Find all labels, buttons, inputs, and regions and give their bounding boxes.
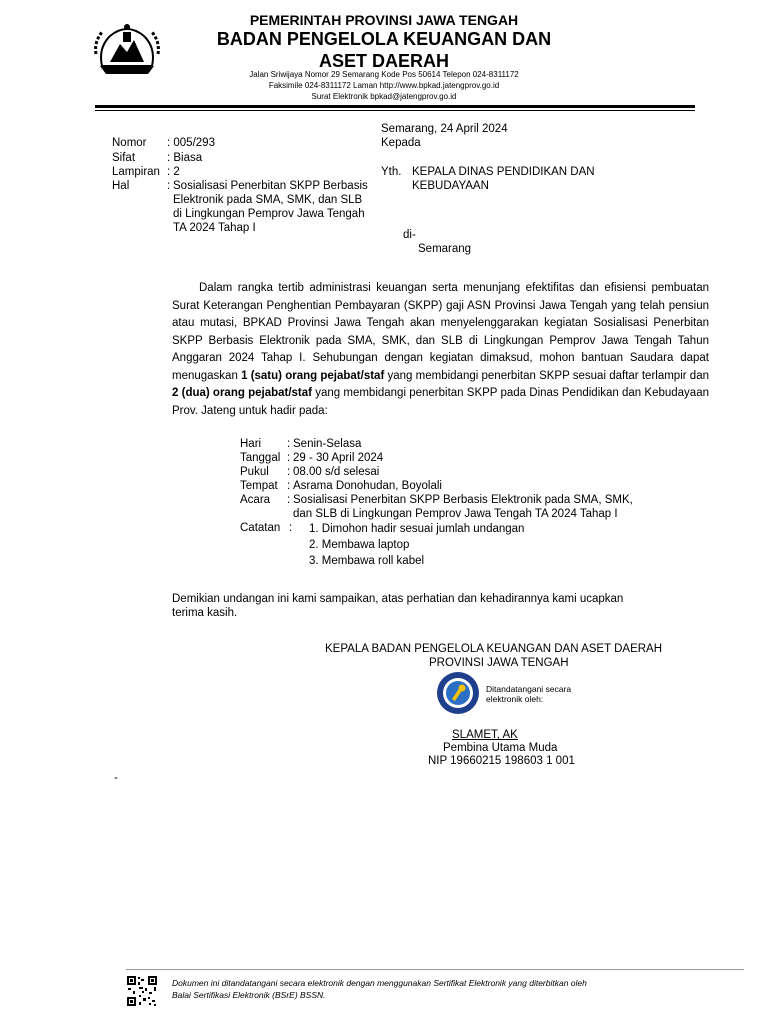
schedule-value: Asrama Donohudan, Boyolali	[293, 480, 442, 492]
nomor-label: Nomor	[112, 137, 147, 149]
footer-note	[172, 977, 692, 1001]
lampiran-label: Lampiran	[112, 166, 160, 178]
stamp-text2: elektronik oleh:	[486, 694, 544, 704]
signer-rank: Pembina Utama Muda	[443, 742, 558, 754]
signature-title2: PROVINSI JAWA TENGAH	[429, 657, 569, 669]
schedule-colon: :	[287, 494, 291, 506]
nomor-value: : 005/293	[167, 137, 215, 149]
stamp-text1: Ditandatangani secara	[486, 684, 572, 694]
acara-line2: dan SLB di Lingkungan Pemprov Jawa Tengah TA 2024 Tahap I	[293, 508, 618, 520]
schedule-label: Pukul	[240, 466, 269, 478]
body-text-1: Dalam rangka tertib administrasi keuangan serta menunjang efektifitas dan efisiensi pembuatan Surat Keterangan Penghentian Pembayaran (SKPP) gaji ASN Provinsi Jawa Tengah yang telah pensiun atau mutasi, BPKAD Provinsi Jawa Tengah akan menyelenggarakan kegiatan Sosialisasi Penerbitan SKPP Berbasis Elektronik pada SMA, SMK, dan SLB di Lingkungan Pemprov Jawa Tengah Tahun Anggaran 2024 Tahap I. Sehubungan dengan kegiatan dimaksud, mohon bantuan Saudara dapat menugaskan	[172, 282, 709, 382]
closing-line1: Demikian undangan ini kami sampaikan, atas perhatian dan kehadirannya kami ucapkan	[172, 593, 624, 605]
catatan-colon: :	[289, 522, 293, 534]
recipient-name-line1: KEPALA DINAS PENDIDIKAN DAN	[412, 166, 595, 178]
catatan-label: Catatan	[240, 522, 281, 534]
hal-line: di Lingkungan Pemprov Jawa Tengah	[173, 208, 365, 220]
letterhead-line3: ASET DAERAH	[318, 51, 449, 71]
body-bold-2: 2 (dua) orang pejabat/staf	[172, 387, 312, 399]
body-text-2: yang membidangi penerbitan SKPP sesuai daftar terlampir dan	[387, 369, 709, 382]
closing-line2: terima kasih.	[172, 607, 238, 619]
hal-label: Hal	[112, 180, 130, 192]
sifat-label: Sifat	[112, 152, 136, 164]
schedule-value: 08.00 s/d selesai	[293, 466, 380, 478]
stray-dash: -	[114, 772, 118, 784]
yth-label: Yth.	[381, 166, 402, 178]
letterhead-line1: PEMERINTAH PROVINSI JAWA TENGAH	[249, 12, 519, 28]
schedule-colon: :	[287, 466, 291, 478]
letter-date: Semarang, 24 April 2024	[381, 123, 508, 135]
lampiran-value: : 2	[167, 166, 180, 178]
hal-line: Sosialisasi Penerbitan SKPP Berbasis	[173, 180, 368, 192]
body-paragraph	[172, 280, 709, 420]
recipient-city: Semarang	[418, 243, 472, 255]
schedule-colon: :	[287, 438, 291, 450]
letterhead-divider-thick	[95, 105, 695, 108]
schedule-value: 29 - 30 April 2024	[293, 452, 384, 464]
body-bold-1: 1 (satu) orang pejabat/staf	[241, 369, 385, 382]
qr-code-icon	[126, 975, 158, 1007]
letterhead-divider-thin	[95, 110, 695, 111]
letterhead-address3: Surat Elektronik bpkad@jatengprov.go.id	[311, 92, 457, 101]
recipient-name-line2: KEBUDAYAAN	[412, 180, 489, 192]
footer-line1: Dokumen ini ditandatangani secara elektronik dengan menggunakan Sertifikat Elektronik yang diterbitkan oleh	[172, 978, 587, 988]
hal-line: Elektronik pada SMA, SMK, dan SLB	[173, 194, 363, 206]
schedule-label: Hari	[240, 438, 262, 450]
signer-name: SLAMET, AK	[452, 729, 518, 741]
signature-title1: KEPALA BADAN PENGELOLA KEUANGAN DAN ASET DAERAH	[325, 643, 663, 655]
schedule-colon: :	[287, 480, 291, 492]
letterhead-address1: Jalan Sriwijaya Nomor 29 Semarang Kode Pos 50614 Telepon 024-8311172	[249, 70, 519, 79]
catatan-item: 1. Dimohon hadir sesuai jumlah undangan	[309, 523, 525, 535]
sifat-value: : Biasa	[167, 152, 203, 164]
schedule-label: Acara	[240, 494, 271, 506]
catatan-item: 2. Membawa laptop	[309, 539, 410, 551]
footer-line2: Balai Sertifikasi Elektronik (BSrE) BSSN.	[172, 990, 326, 1000]
letterhead-address2: Faksimile 024-8311172 Laman http://www.bpkad.jatengprov.go.id	[268, 81, 500, 90]
schedule-colon: :	[287, 452, 291, 464]
e-signature-stamp	[436, 671, 570, 715]
schedule-label: Tanggal	[240, 452, 281, 464]
recipient-di: di-	[403, 229, 416, 241]
catatan-item: 3. Membawa roll kabel	[309, 555, 425, 567]
schedule-label: Tempat	[240, 480, 278, 492]
letterhead-line2: BADAN PENGELOLA KEUANGAN DAN	[216, 29, 552, 49]
body-text-3: yang membidangi penerbitan SKPP pada Dinas Pendidikan dan Kebudayaan Prov. Jateng untuk hadir pada:	[172, 387, 709, 417]
bsre-seal-icon	[436, 671, 480, 715]
schedule-value: Senin-Selasa	[293, 438, 362, 450]
hal-colon: :	[167, 180, 171, 192]
signer-nip: NIP 19660215 198603 1 001	[428, 755, 575, 767]
footer-divider	[126, 969, 744, 970]
schedule-value: Sosialisasi Penerbitan SKPP Berbasis Elektronik pada SMA, SMK,	[293, 494, 633, 506]
kepada-label: Kepada	[381, 137, 421, 149]
hal-line: TA 2024 Tahap I	[173, 222, 256, 234]
